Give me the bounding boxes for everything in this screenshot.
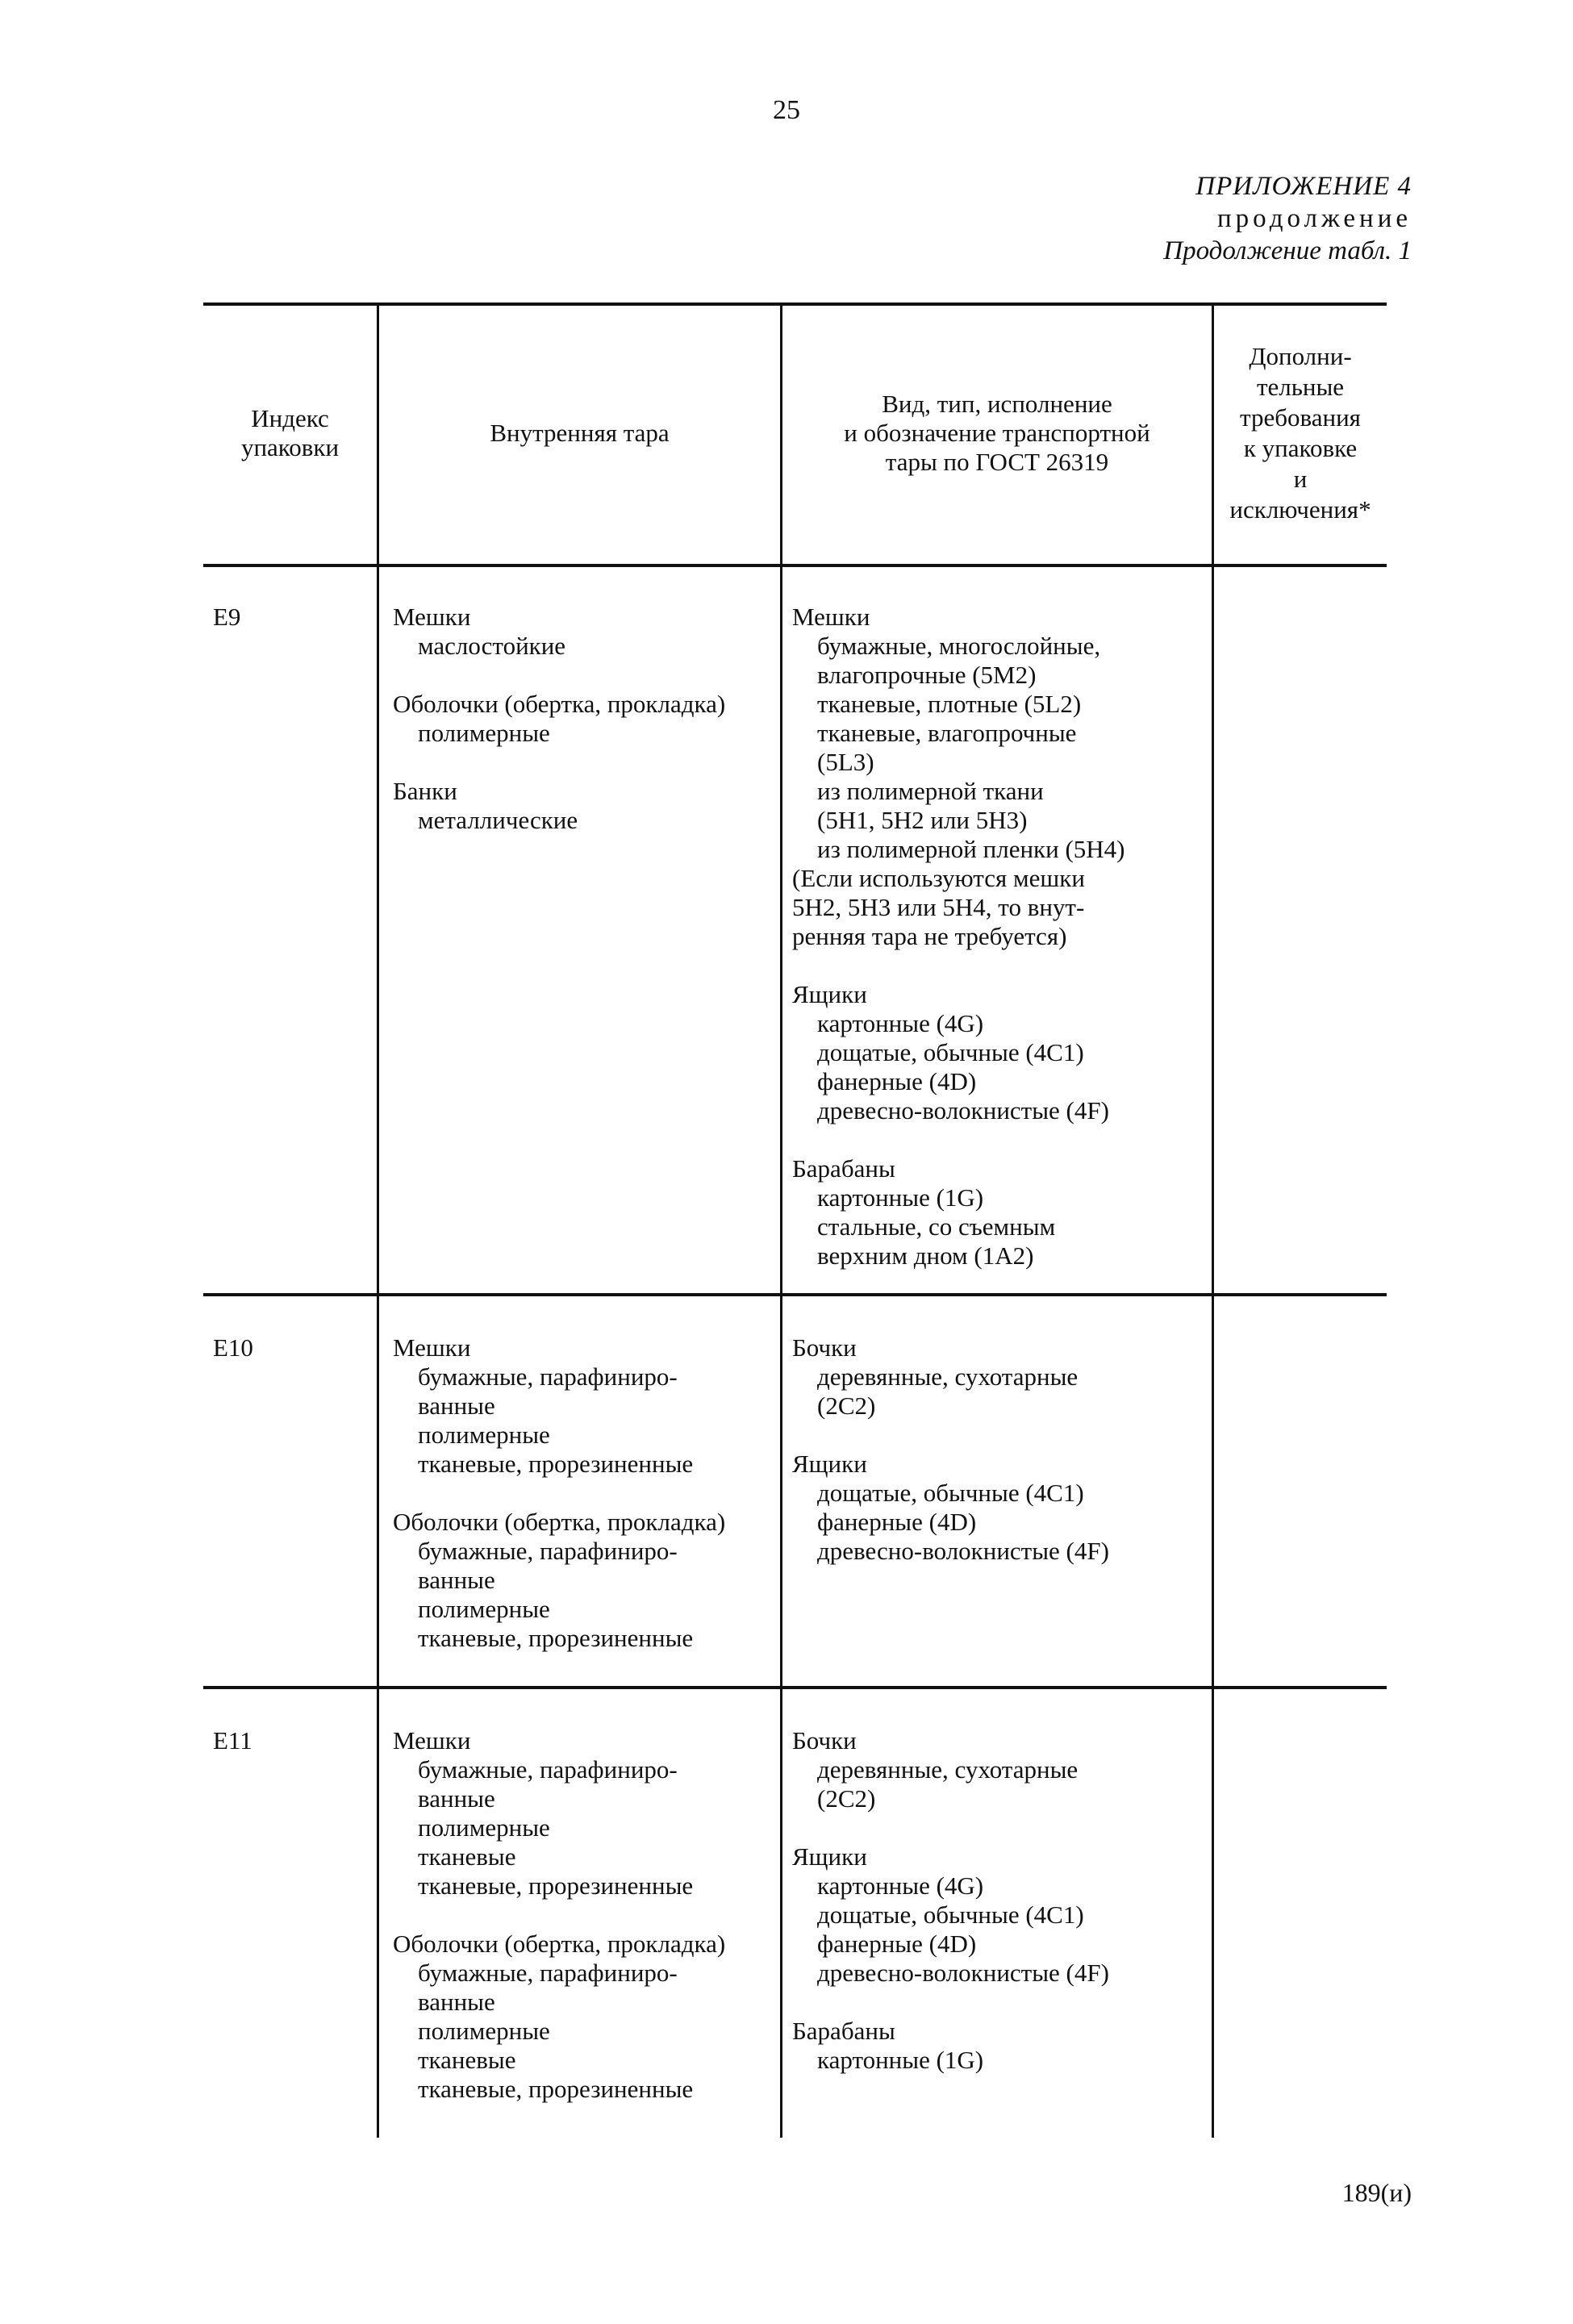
header-additional-requirements	[1214, 302, 1387, 564]
header-bottom-rule	[203, 564, 1387, 567]
row-divider-e10	[203, 1293, 1387, 1296]
row-e10-index: E10	[213, 1333, 253, 1362]
page-footer-code: 189(и)	[1341, 2178, 1412, 2207]
row-e11-inner: Мешки бумажные, парафиниро- ванные полимерные тканевые тканевые, прорезиненные Оболочки (обертка, прокладка) бумажные, парафиниро- ванные полимерные тканевые тканевые, прорезиненные	[393, 1726, 726, 2103]
column-rule-3	[1212, 302, 1214, 2138]
appendix-title: ПРИЛОЖЕНИЕ 4	[1195, 172, 1412, 201]
header-transport-packaging	[782, 302, 1212, 564]
header-index	[203, 302, 377, 564]
column-rule-1	[377, 302, 379, 2138]
row-e11-transport: Бочки деревянные, сухотарные (2C2) Ящики картонные (4G) дощатые, обычные (4C1) фанерные (4D) древесно-волокнистые (4F) Барабаны картонные (1G)	[792, 1726, 1109, 2074]
header-transport-label: Вид, тип, исполнение и обозначение транспортной тары по ГОСТ 26319	[844, 390, 1150, 476]
page-number: 25	[773, 95, 800, 125]
appendix-continuation: продолжение	[1216, 204, 1412, 233]
row-e10-inner: Мешки бумажные, парафиниро- ванные полимерные тканевые, прорезиненные Оболочки (обертка, прокладка) бумажные, парафиниро- ванные полимерные тканевые, прорезиненные	[393, 1333, 726, 1652]
table-continuation: Продолжение табл. 1	[1163, 236, 1412, 265]
header-index-label: Индекс упаковки	[240, 404, 340, 461]
packaging-table	[203, 302, 1387, 2138]
row-divider-e11	[203, 1686, 1387, 1689]
row-e9-inner: Мешки маслостойкие Оболочки (обертка, прокладка) полимерные Банки металлические	[393, 603, 726, 834]
column-rule-2	[780, 302, 782, 2138]
row-e9-transport: Мешки бумажные, многослойные, влагопрочные (5M2) тканевые, плотные (5L2) тканевые, влагопрочные (5L3) из полимерной ткани (5H1, 5H2 или 5H3) из полимерной пленки (5H4) (Если используются мешки 5H2, 5H3 или 5H4, то внут- ренняя тара не требуется) Ящики картонные (4G) дощатые, обычные (4C1) фанерные (4D) древесно-волокнистые (4F) Барабаны картонные (1G) стальные, со съемным верхним дном (1A2)	[792, 603, 1125, 1270]
header-additional-label: Дополни- тельные требования к упаковке и исключения*	[1229, 342, 1371, 524]
header-inner-label: Внутренняя тара	[490, 419, 670, 447]
row-e9-index: E9	[213, 603, 241, 631]
row-e11-index: E11	[213, 1726, 252, 1754]
header-inner-packaging	[379, 302, 780, 564]
row-e10-transport: Бочки деревянные, сухотарные (2C2) Ящики дощатые, обычные (4C1) фанерные (4D) древесно-волокнистые (4F)	[792, 1333, 1109, 1565]
